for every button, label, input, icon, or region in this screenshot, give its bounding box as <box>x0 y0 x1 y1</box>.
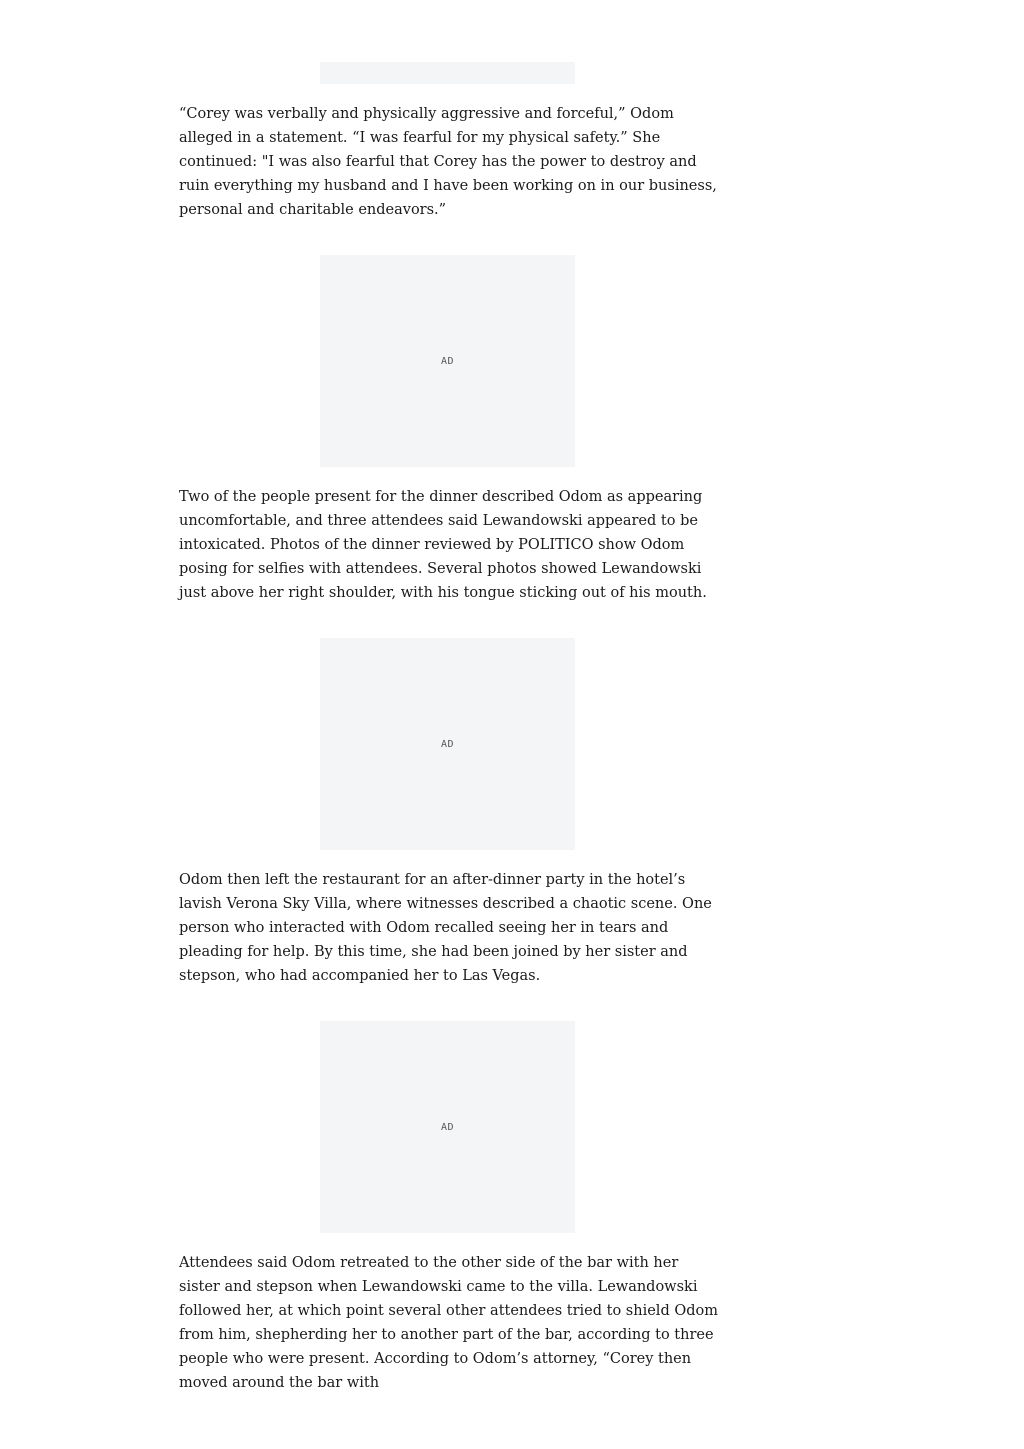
ad-slot-top <box>320 62 575 84</box>
article-paragraph-2: Two of the people present for the dinner described Odom as appearing uncomfortable, and three attendees said Lewandowski appeared to be intoxicated. Photos of the dinner reviewed by POLITICO show Odom posing for selfies with attendees. Several photos showed Lewandowski just above her right shoulder, with his tongue sticking out of his mouth. <box>179 489 707 601</box>
ad-label: AD <box>440 355 455 367</box>
ad-slot-3 <box>320 1021 575 1233</box>
ad-label: AD <box>440 738 455 750</box>
article-paragraph-1: “Corey was verbally and physically aggressive and forceful,” Odom alleged in a statement. “I was fearful for my physical safety.” She continued: "I was also fearful that Corey has the power to destroy and ruin everything my husband and I have been working on in our business, personal and charitable endeavors.” <box>179 106 717 218</box>
article-paragraph-3: Odom then left the restaurant for an after-dinner party in the hotel’s lavish Verona Sky Villa, where witnesses described a chaotic scene. One person who interacted with Odom recalled seeing her in tears and pleading for help. By this time, she had been joined by her sister and stepson, who had accompanied her to Las Vegas. <box>179 872 712 984</box>
ad-slot-1 <box>320 255 575 467</box>
ad-slot-2 <box>320 638 575 850</box>
article-paragraph-4: Attendees said Odom retreated to the other side of the bar with her sister and stepson when Lewandowski came to the villa. Lewandowski followed her, at which point several other attendees tried to shield Odom from him, shepherding her to another part of the bar, according to three people who were present. According to Odom’s attorney, “Corey then moved around the bar with <box>179 1255 718 1391</box>
ad-label: AD <box>440 1121 455 1133</box>
